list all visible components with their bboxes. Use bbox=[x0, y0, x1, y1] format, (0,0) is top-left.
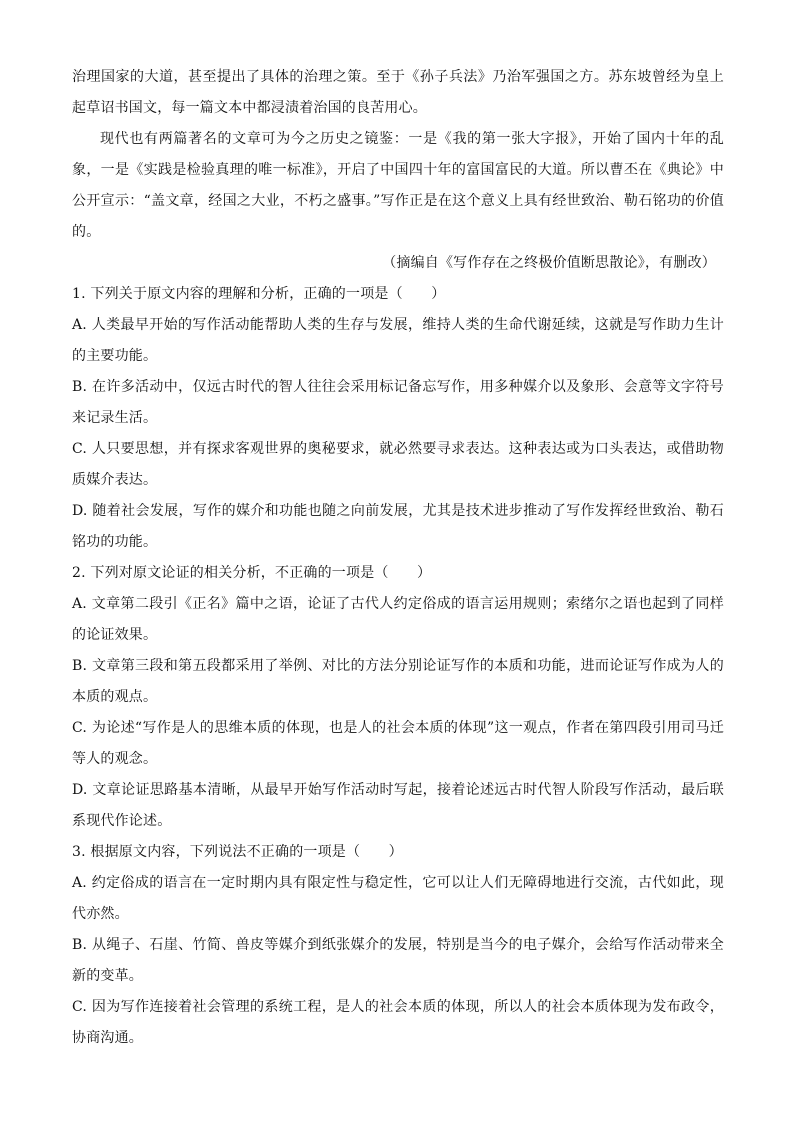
question-1-option-b: B. 在许多活动中，仅远古时代的智人往往会采用标记备忘写作，用多种媒介以及象形、会意等文字符号来记录生活。 bbox=[72, 379, 724, 426]
question-3-stem: 3. 根据原文内容，下列说法不正确的一项是（ ） bbox=[72, 844, 403, 860]
question-3-option-a: A. 约定俗成的语言在一定时期内具有限定性与稳定性，它可以让人们无障碍地进行交流，古代如此，现代亦然。 bbox=[72, 875, 724, 922]
question-2-option-b: B. 文章第三段和第五段都采用了举例、对比的方法分别论证写作的本质和功能，进而论证写作成为人的本质的观点。 bbox=[72, 658, 724, 705]
question-3-option-c: C. 因为写作连接着社会管理的系统工程，是人的社会本质的体现，所以人的社会本质体现为发布政令，协商沟通。 bbox=[72, 999, 724, 1046]
question-1-stem: 1. 下列关于原文内容的理解和分析，正确的一项是（ ） bbox=[72, 286, 446, 302]
passage-paragraph-1: 治理国家的大道，甚至提出了具体的治理之策。至于《孙子兵法》乃治军强国之方。苏东坡曾经为皇上起草诏书国文，每一篇文本中都浸渍着治国的良苦用心。 bbox=[72, 69, 724, 116]
question-3-option-b: B. 从绳子、石崖、竹简、兽皮等媒介到纸张媒介的发展，特别是当今的电子媒介，会给写作活动带来全新的变革。 bbox=[72, 937, 724, 984]
question-1 bbox=[72, 279, 724, 558]
passage-paragraph-2: 现代也有两篇著名的文章可为今之历史之镜鉴：一是《我的第一张大字报》，开始了国内十年的乱象，一是《实践是检验真理的唯一标准》，开启了中国四十年的富国富民的大道。所以曹丕在《典论》中公开宣示：“盖文章，经国之大业，不朽之盛事。”写作正是在这个意义上具有经世致治、勒石铭功的价值的。 bbox=[72, 131, 724, 240]
question-1-option-d: D. 随着社会发展，写作的媒介和功能也随之向前发展，尤其是技术进步推动了写作发挥经世致治、勒石铭功的功能。 bbox=[72, 503, 724, 550]
passage-source: （摘编自《写作存在之终极价值断思散论》，有删改） bbox=[382, 255, 716, 271]
question-2-option-c: C. 为论述“写作是人的思维本质的体现，也是人的社会本质的体现”这一观点，作者在第四段引用司马迁等人的观念。 bbox=[72, 720, 724, 767]
question-2-stem: 2. 下列对原文论证的相关分析，不正确的一项是（ ） bbox=[72, 565, 432, 581]
question-2-option-a: A. 文章第二段引《正名》篇中之语，论证了古代人约定俗成的语言运用规则；索绪尔之语也起到了同样的论证效果。 bbox=[72, 596, 724, 643]
question-1-option-a: A. 人类最早开始的写作活动能帮助人类的生存与发展，维持人类的生命代谢延续，这就是写作助力生计的主要功能。 bbox=[72, 317, 724, 364]
question-1-option-c: C. 人只要思想，并有探求客观世界的奥秘要求，就必然要寻求表达。这种表达或为口头表达，或借助物质媒介表达。 bbox=[72, 441, 724, 488]
question-3 bbox=[72, 837, 724, 1054]
question-2 bbox=[72, 558, 724, 837]
question-2-option-d: D. 文章论证思路基本清晰，从最早开始写作活动时写起，接着论述远古时代智人阶段写作活动，最后联系现代作论述。 bbox=[72, 782, 724, 829]
document-body bbox=[72, 62, 724, 1054]
